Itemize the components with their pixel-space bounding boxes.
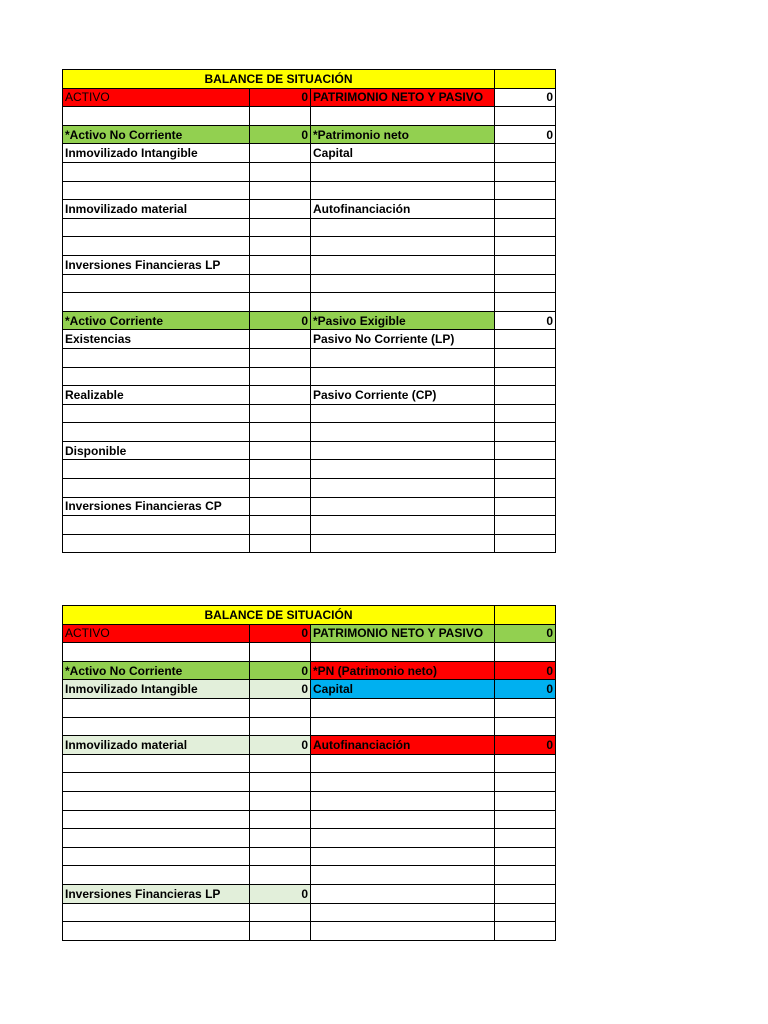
cell-value-left[interactable] — [250, 717, 311, 736]
cell-value-left[interactable]: 0 — [250, 736, 311, 755]
cell-value-right[interactable]: 0 — [495, 736, 556, 755]
cell-value-left[interactable] — [250, 181, 311, 200]
cell-value-right[interactable] — [495, 386, 556, 405]
table-title[interactable]: BALANCE DE SITUACIÓN — [63, 606, 495, 625]
cell-value-right[interactable] — [495, 754, 556, 773]
cell-label-left[interactable] — [63, 367, 250, 386]
cell-label-left[interactable] — [63, 866, 250, 885]
cell-label-left[interactable]: *Activo No Corriente — [63, 661, 250, 680]
cell-label-left[interactable] — [63, 643, 250, 662]
cell-value-left[interactable] — [250, 107, 311, 126]
table-row — [63, 829, 556, 848]
cell-label-right[interactable] — [311, 237, 495, 256]
cell-label-right[interactable] — [311, 162, 495, 181]
cell-value-left[interactable] — [250, 441, 311, 460]
cell-label-left[interactable] — [63, 829, 250, 848]
cell-value-left[interactable] — [250, 534, 311, 553]
cell-value-left[interactable] — [250, 754, 311, 773]
cell-label-left[interactable]: Existencias — [63, 330, 250, 349]
cell-value-left[interactable] — [250, 922, 311, 941]
cell-value-right[interactable] — [495, 698, 556, 717]
cell-value-left[interactable] — [250, 847, 311, 866]
cell-label-left[interactable] — [63, 903, 250, 922]
activo-label[interactable]: ACTIVO — [63, 88, 250, 107]
cell-value-right[interactable] — [495, 884, 556, 903]
cell-value-left[interactable] — [250, 367, 311, 386]
cell-label-left[interactable] — [63, 218, 250, 237]
cell-value-left[interactable] — [250, 293, 311, 312]
cell-label-right[interactable] — [311, 829, 495, 848]
cell-value-left[interactable] — [250, 773, 311, 792]
table-row — [63, 144, 556, 163]
title-extra-cell[interactable] — [495, 70, 556, 89]
cell-value-right[interactable] — [495, 107, 556, 126]
cell-label-left[interactable] — [63, 404, 250, 423]
table-row — [63, 311, 556, 330]
cell-label-left[interactable] — [63, 516, 250, 535]
cell-label-left[interactable] — [63, 773, 250, 792]
table-row — [63, 717, 556, 736]
cell-value-left[interactable] — [250, 386, 311, 405]
cell-value-right[interactable] — [495, 200, 556, 219]
cell-value-right[interactable] — [495, 643, 556, 662]
header-row — [63, 624, 556, 643]
cell-label-left[interactable] — [63, 922, 250, 941]
cell-value-right[interactable] — [495, 534, 556, 553]
activo-value[interactable]: 0 — [250, 624, 311, 643]
cell-value-left[interactable] — [250, 423, 311, 442]
cell-label-left[interactable] — [63, 810, 250, 829]
cell-label-right[interactable] — [311, 516, 495, 535]
cell-label-left[interactable]: Disponible — [63, 441, 250, 460]
cell-label-right[interactable] — [311, 866, 495, 885]
table-row — [63, 810, 556, 829]
table-row — [63, 497, 556, 516]
cell-value-right[interactable] — [495, 293, 556, 312]
cell-label-right[interactable] — [311, 534, 495, 553]
cell-label-right[interactable] — [311, 107, 495, 126]
table-row — [63, 255, 556, 274]
cell-label-left[interactable]: Inmovilizado Intangible — [63, 680, 250, 699]
cell-label-left[interactable]: *Activo No Corriente — [63, 125, 250, 144]
cell-label-right[interactable] — [311, 255, 495, 274]
cell-label-left[interactable] — [63, 274, 250, 293]
cell-value-left[interactable] — [250, 200, 311, 219]
activo-label[interactable]: ACTIVO — [63, 624, 250, 643]
cell-value-left[interactable]: 0 — [250, 125, 311, 144]
cell-label-right[interactable] — [311, 884, 495, 903]
cell-label-left[interactable] — [63, 698, 250, 717]
table-row — [63, 330, 556, 349]
cell-label-right[interactable] — [311, 497, 495, 516]
cell-value-right[interactable] — [495, 181, 556, 200]
cell-value-left[interactable] — [250, 330, 311, 349]
table-row — [63, 423, 556, 442]
cell-label-left[interactable]: Inmovilizado Intangible — [63, 144, 250, 163]
cell-label-right[interactable] — [311, 181, 495, 200]
cell-label-left[interactable] — [63, 181, 250, 200]
table-row — [63, 460, 556, 479]
cell-label-right[interactable] — [311, 717, 495, 736]
cell-value-right[interactable]: 0 — [495, 125, 556, 144]
cell-label-right[interactable]: Autofinanciación — [311, 736, 495, 755]
table-row — [63, 698, 556, 717]
cell-label-right[interactable] — [311, 847, 495, 866]
cell-label-left[interactable] — [63, 534, 250, 553]
table-row — [63, 754, 556, 773]
patrimonio-pasivo-label[interactable]: PATRIMONIO NETO Y PASIVO — [311, 624, 495, 643]
cell-value-right[interactable] — [495, 162, 556, 181]
cell-label-right[interactable] — [311, 754, 495, 773]
cell-value-left[interactable] — [250, 404, 311, 423]
table-row — [63, 404, 556, 423]
table-row — [63, 200, 556, 219]
table-row — [63, 237, 556, 256]
cell-label-right[interactable]: Autofinanciación — [311, 200, 495, 219]
cell-label-right[interactable] — [311, 791, 495, 810]
cell-value-left[interactable] — [250, 218, 311, 237]
patrimonio-pasivo-value[interactable]: 0 — [495, 624, 556, 643]
cell-value-right[interactable] — [495, 237, 556, 256]
cell-label-right[interactable]: Pasivo Corriente (CP) — [311, 386, 495, 405]
cell-label-right[interactable] — [311, 441, 495, 460]
cell-label-left[interactable] — [63, 791, 250, 810]
cell-label-left[interactable] — [63, 237, 250, 256]
table-row — [63, 348, 556, 367]
cell-value-right[interactable] — [495, 330, 556, 349]
table-body — [63, 107, 556, 553]
cell-label-right[interactable] — [311, 367, 495, 386]
cell-value-left[interactable]: 0 — [250, 884, 311, 903]
cell-value-right[interactable] — [495, 423, 556, 442]
cell-label-left[interactable] — [63, 717, 250, 736]
cell-value-left[interactable] — [250, 460, 311, 479]
table-row — [63, 866, 556, 885]
cell-label-right[interactable] — [311, 922, 495, 941]
patrimonio-pasivo-label[interactable]: PATRIMONIO NETO Y PASIVO — [311, 88, 495, 107]
cell-label-right[interactable] — [311, 479, 495, 498]
cell-label-left[interactable] — [63, 348, 250, 367]
title-row — [63, 606, 556, 625]
table-row — [63, 534, 556, 553]
cell-label-right[interactable] — [311, 274, 495, 293]
cell-label-left[interactable]: Realizable — [63, 386, 250, 405]
cell-value-right[interactable] — [495, 274, 556, 293]
cell-label-left[interactable] — [63, 460, 250, 479]
cell-value-left[interactable] — [250, 348, 311, 367]
activo-value[interactable]: 0 — [250, 88, 311, 107]
table-body — [63, 643, 556, 941]
table-row — [63, 181, 556, 200]
cell-value-right[interactable] — [495, 516, 556, 535]
patrimonio-pasivo-value[interactable]: 0 — [495, 88, 556, 107]
table-row — [63, 107, 556, 126]
cell-value-right[interactable] — [495, 460, 556, 479]
table-row — [63, 516, 556, 535]
title-row — [63, 70, 556, 89]
cell-label-right[interactable]: *Pasivo Exigible — [311, 311, 495, 330]
table-row — [63, 736, 556, 755]
cell-label-left[interactable]: Inversiones Financieras CP — [63, 497, 250, 516]
table-row — [63, 479, 556, 498]
cell-label-right[interactable]: Capital — [311, 144, 495, 163]
cell-value-right[interactable] — [495, 367, 556, 386]
cell-value-left[interactable] — [250, 829, 311, 848]
balance-table-1 — [62, 69, 556, 553]
cell-label-right[interactable] — [311, 903, 495, 922]
cell-value-right[interactable]: 0 — [495, 661, 556, 680]
cell-label-left[interactable]: Inmovilizado material — [63, 200, 250, 219]
title-extra-cell[interactable] — [495, 606, 556, 625]
cell-label-left[interactable] — [63, 423, 250, 442]
cell-value-left[interactable] — [250, 698, 311, 717]
table-row — [63, 661, 556, 680]
cell-label-left[interactable]: *Activo Corriente — [63, 311, 250, 330]
table-row — [63, 293, 556, 312]
table-row — [63, 791, 556, 810]
cell-label-left[interactable]: Inversiones Financieras LP — [63, 884, 250, 903]
cell-label-left[interactable] — [63, 162, 250, 181]
cell-value-right[interactable] — [495, 847, 556, 866]
cell-value-left[interactable] — [250, 237, 311, 256]
cell-value-right[interactable] — [495, 497, 556, 516]
table-row — [63, 922, 556, 941]
cell-label-right[interactable] — [311, 460, 495, 479]
cell-value-right[interactable] — [495, 404, 556, 423]
cell-label-right[interactable] — [311, 293, 495, 312]
cell-value-left[interactable] — [250, 643, 311, 662]
balance-table-2 — [62, 605, 556, 941]
table-row — [63, 274, 556, 293]
cell-value-right[interactable] — [495, 810, 556, 829]
cell-label-right[interactable] — [311, 643, 495, 662]
table-row — [63, 903, 556, 922]
cell-value-left[interactable] — [250, 255, 311, 274]
cell-value-left[interactable] — [250, 144, 311, 163]
cell-value-right[interactable] — [495, 348, 556, 367]
cell-label-right[interactable] — [311, 348, 495, 367]
cell-value-left[interactable] — [250, 903, 311, 922]
cell-value-left[interactable]: 0 — [250, 311, 311, 330]
table-row — [63, 884, 556, 903]
table-row — [63, 441, 556, 460]
cell-value-left[interactable] — [250, 866, 311, 885]
cell-label-right[interactable]: Pasivo No Corriente (LP) — [311, 330, 495, 349]
cell-label-left[interactable]: Inversiones Financieras LP — [63, 255, 250, 274]
cell-value-left[interactable] — [250, 791, 311, 810]
table-row — [63, 162, 556, 181]
cell-label-right[interactable] — [311, 698, 495, 717]
cell-value-left[interactable] — [250, 810, 311, 829]
cell-value-right[interactable] — [495, 829, 556, 848]
cell-label-right[interactable] — [311, 404, 495, 423]
table-row — [63, 386, 556, 405]
cell-label-left[interactable] — [63, 107, 250, 126]
table-title[interactable]: BALANCE DE SITUACIÓN — [63, 70, 495, 89]
cell-value-left[interactable]: 0 — [250, 680, 311, 699]
cell-label-left[interactable] — [63, 479, 250, 498]
cell-label-left[interactable]: Inmovilizado material — [63, 736, 250, 755]
cell-label-right[interactable]: Capital — [311, 680, 495, 699]
cell-label-right[interactable] — [311, 773, 495, 792]
cell-value-right[interactable] — [495, 922, 556, 941]
cell-value-right[interactable] — [495, 218, 556, 237]
cell-value-left[interactable] — [250, 274, 311, 293]
cell-label-left[interactable] — [63, 293, 250, 312]
table-row — [63, 643, 556, 662]
cell-value-right[interactable]: 0 — [495, 311, 556, 330]
table-row — [63, 680, 556, 699]
cell-value-left[interactable] — [250, 497, 311, 516]
cell-value-right[interactable] — [495, 791, 556, 810]
cell-value-right[interactable] — [495, 903, 556, 922]
cell-label-right[interactable] — [311, 423, 495, 442]
cell-value-left[interactable] — [250, 479, 311, 498]
table-row — [63, 125, 556, 144]
cell-value-right[interactable] — [495, 717, 556, 736]
table-row — [63, 367, 556, 386]
header-row — [63, 88, 556, 107]
table-row — [63, 773, 556, 792]
cell-value-left[interactable] — [250, 516, 311, 535]
cell-value-right[interactable]: 0 — [495, 680, 556, 699]
cell-label-left[interactable] — [63, 754, 250, 773]
cell-label-right[interactable] — [311, 810, 495, 829]
cell-value-right[interactable] — [495, 255, 556, 274]
cell-value-left[interactable]: 0 — [250, 661, 311, 680]
cell-value-right[interactable] — [495, 773, 556, 792]
cell-value-right[interactable] — [495, 866, 556, 885]
cell-label-right[interactable]: *Patrimonio neto — [311, 125, 495, 144]
cell-value-right[interactable] — [495, 441, 556, 460]
cell-label-left[interactable] — [63, 847, 250, 866]
table-row — [63, 847, 556, 866]
cell-value-left[interactable] — [250, 162, 311, 181]
cell-label-right[interactable] — [311, 218, 495, 237]
cell-value-right[interactable] — [495, 144, 556, 163]
cell-value-right[interactable] — [495, 479, 556, 498]
cell-label-right[interactable]: *PN (Patrimonio neto) — [311, 661, 495, 680]
table-row — [63, 218, 556, 237]
